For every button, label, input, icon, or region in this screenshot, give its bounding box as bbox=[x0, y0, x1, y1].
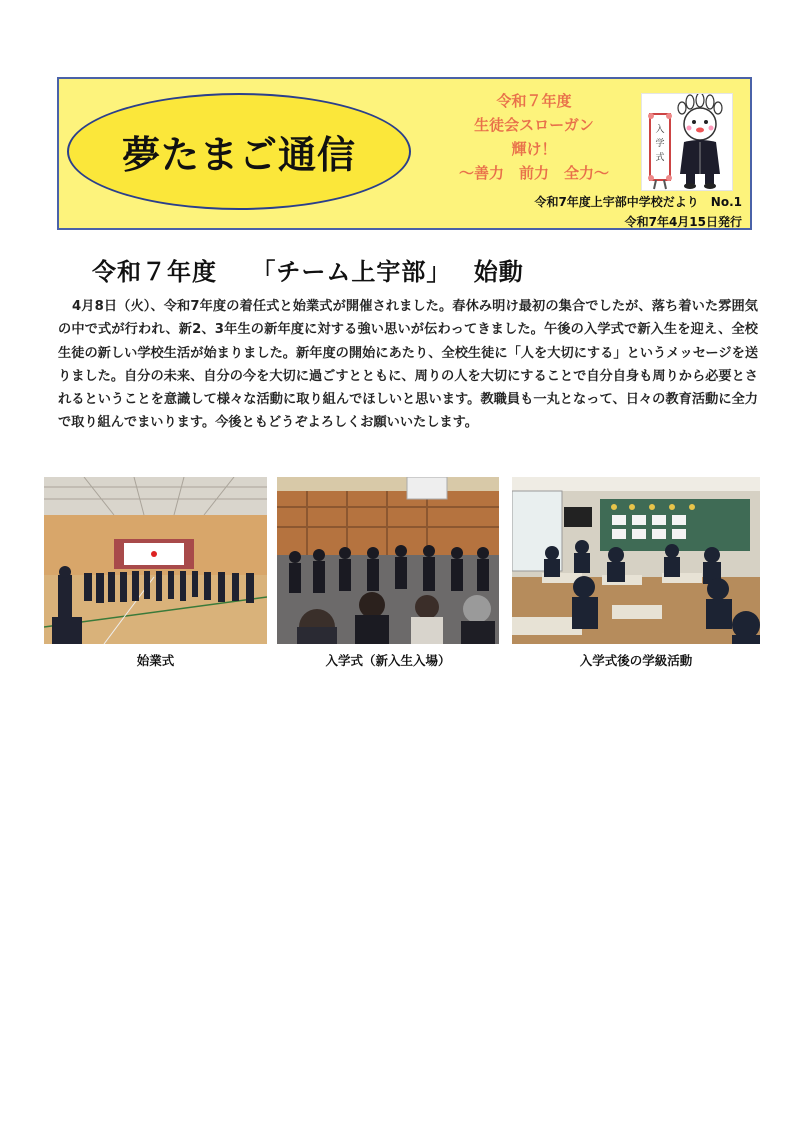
mascot-illustration bbox=[641, 93, 733, 191]
newsletter-header bbox=[57, 77, 752, 230]
masthead-title: 夢たまご通信 bbox=[121, 133, 356, 177]
issue-date: 令和7年4月15日発行 bbox=[624, 215, 742, 229]
slogan-year: 令和７年度 bbox=[496, 92, 572, 110]
gym-assembly-photo-icon bbox=[44, 477, 267, 644]
photo-class-activity bbox=[512, 477, 760, 644]
issue-number: 令和7年度上宇部中学校だより No.1 bbox=[534, 195, 742, 209]
article-headline: 令和７年度 「チーム上宇部」 始動 bbox=[92, 258, 524, 286]
mascot-sign-char-2: 学 bbox=[655, 139, 665, 149]
issue-info bbox=[534, 192, 742, 232]
slogan-shine: 輝け！ bbox=[511, 140, 557, 158]
mascot-icon bbox=[642, 94, 732, 190]
masthead-oval bbox=[67, 93, 411, 210]
photo-opening-ceremony bbox=[44, 477, 267, 644]
slogan-motto: 〜善力 前力 全力〜 bbox=[458, 164, 609, 182]
slogan-block bbox=[419, 89, 649, 185]
mascot-sign-char-3: 式 bbox=[655, 153, 665, 163]
entrance-ceremony-photo-icon bbox=[277, 477, 499, 644]
classroom-photo-icon bbox=[512, 477, 760, 644]
caption-entrance-ceremony: 入学式（新入生入場） bbox=[325, 653, 451, 668]
caption-opening-ceremony: 始業式 bbox=[136, 653, 175, 668]
slogan-label: 生徒会スローガン bbox=[474, 116, 594, 134]
article-body: 4月8日（火）、令和7年度の着任式と始業式が開催されました。春休み明け最初の集合でしたが、落ち着いた雰囲気の中で式が行われ、新2、3年生の新年度に対する強い思いが伝わってきました。午後の入学式で新入生を迎え、全校生徒の新しい学校生活が始まりました。新年度の開始にあたり、全校生徒に「人を大切にする」というメッセージを送りました。自分の未来、自分の今を大切に過ごすとともに、周りの人を大切にすることで自分自身も周りから必要とされるということを意識して様々な活動に取り組んでほしいと思います。教職員も一丸となって、日々の教育活動に全力で取り組んでまいります。今後ともどうぞよろしくお願いいたします。 bbox=[58, 299, 758, 431]
photo-entrance-ceremony bbox=[277, 477, 499, 644]
mascot-sign-char-1: 入 bbox=[655, 125, 665, 135]
caption-class-activity: 入学式後の学級活動 bbox=[579, 653, 693, 668]
